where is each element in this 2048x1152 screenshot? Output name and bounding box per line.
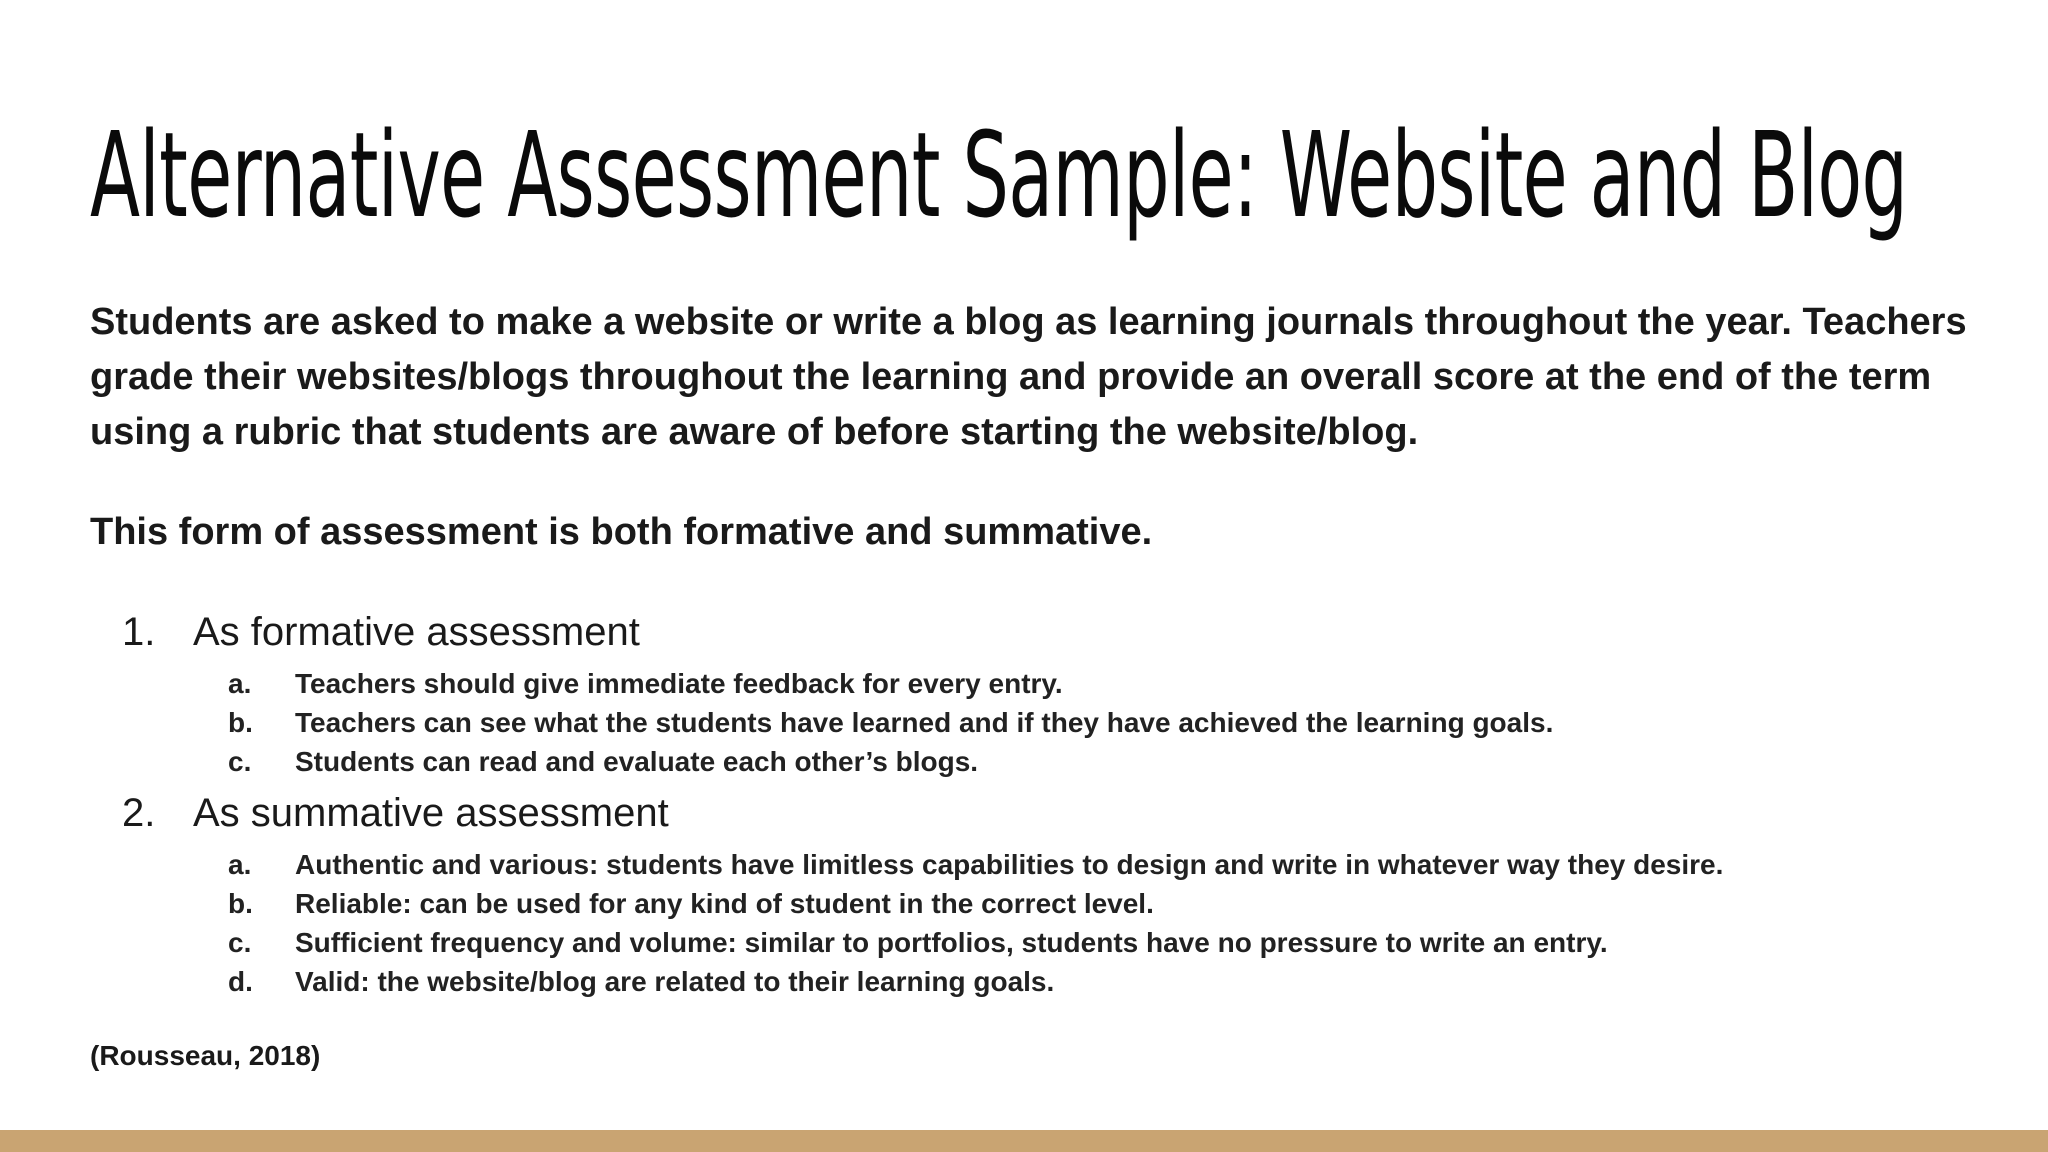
list-letter: b. <box>228 707 253 738</box>
outline-item-formative <box>90 600 1990 781</box>
footer-accent-bar <box>0 1130 2048 1152</box>
list-item <box>90 664 1990 703</box>
outline-number: 1. <box>122 610 156 654</box>
outline-label: As summative assessment <box>193 791 669 835</box>
list-text: Reliable: can be used for any kind of student in the correct level. <box>295 888 1154 919</box>
list-item <box>90 845 1990 884</box>
assessment-outline <box>90 600 1990 1001</box>
outline-item-summative <box>90 781 1990 1001</box>
formative-points <box>90 664 1990 781</box>
list-text: Sufficient frequency and volume: similar to portfolios, students have no pressure to write an entry. <box>295 927 1608 958</box>
list-text: Authentic and various: students have limitless capabilities to design and write in whatever way they desire. <box>295 849 1724 880</box>
assessment-type-statement: This form of assessment is both formative and summative. <box>90 511 1153 553</box>
list-text: Teachers can see what the students have learned and if they have achieved the learning goals. <box>295 707 1554 738</box>
list-letter: c. <box>228 927 252 958</box>
list-item <box>90 923 1990 962</box>
list-text: Teachers should give immediate feedback for every entry. <box>295 668 1063 699</box>
summative-points <box>90 845 1990 1001</box>
list-letter: d. <box>228 966 253 997</box>
outline-heading <box>90 600 1990 664</box>
outline-heading <box>90 781 1990 845</box>
list-item <box>90 962 1990 1001</box>
outline-label: As formative assessment <box>193 610 640 654</box>
list-text: Students can read and evaluate each other’s blogs. <box>295 746 979 777</box>
list-letter: a. <box>228 668 252 699</box>
list-text: Valid: the website/blog are related to their learning goals. <box>295 966 1055 997</box>
slide-title: Alternative Assessment Sample: Website and Blog <box>90 106 1908 244</box>
list-letter: a. <box>228 849 252 880</box>
list-letter: c. <box>228 746 252 777</box>
intro-paragraph: Students are asked to make a website or write a blog as learning journals throughout the year. Teachers grade their websites/blogs throughout the learning and provide an overall score at the end of the term using a rubric that students are aware of before starting the website/blog. <box>90 301 1967 453</box>
list-item <box>90 884 1990 923</box>
list-item <box>90 742 1990 781</box>
list-item <box>90 703 1990 742</box>
outline-number: 2. <box>122 791 156 835</box>
list-letter: b. <box>228 888 253 919</box>
citation: (Rousseau, 2018) <box>90 1040 321 1071</box>
